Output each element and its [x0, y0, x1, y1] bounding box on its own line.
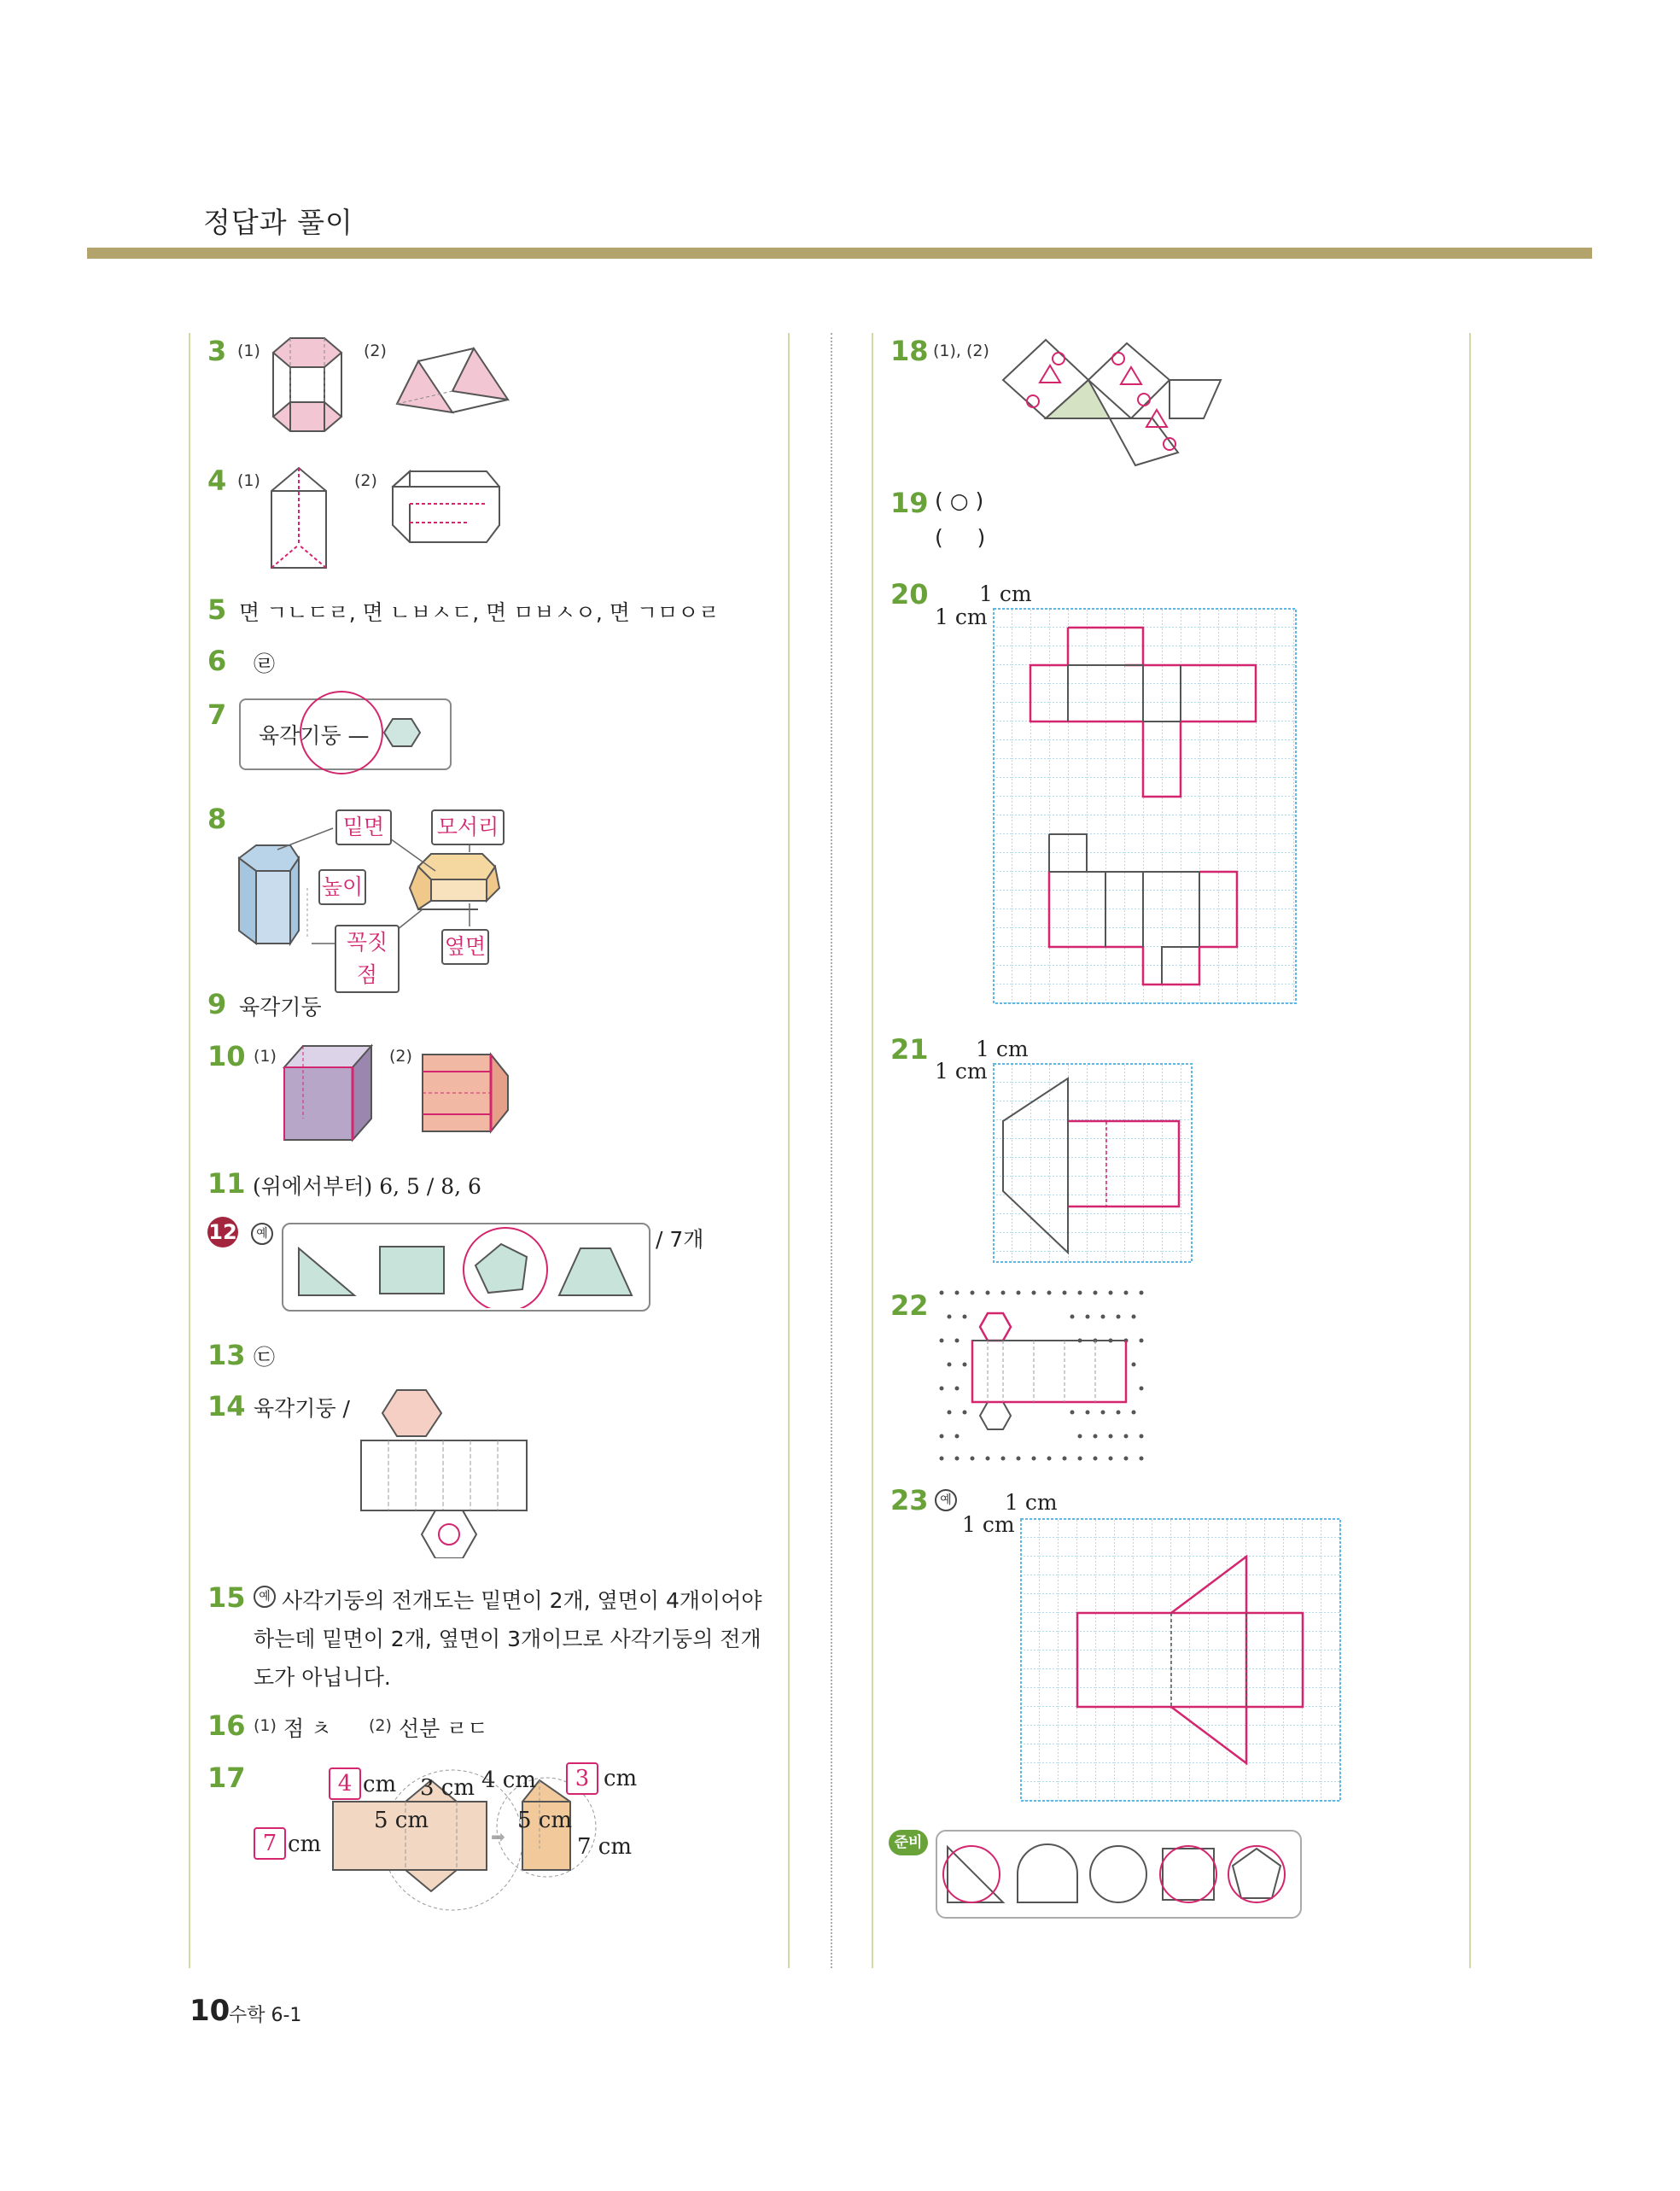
q22-dot-grid-net — [933, 1288, 1160, 1464]
q12-shapes — [286, 1223, 645, 1308]
answer-box: 3 — [566, 1762, 598, 1795]
dimension-label: 7 cm — [577, 1834, 633, 1860]
page-header-title: 정답과 풀이 — [203, 206, 353, 239]
unit-label-left: 1 cm — [962, 1512, 1015, 1537]
answer-text: 선분 ㄹㄷ — [399, 1716, 488, 1741]
question-number: 13 — [207, 1339, 246, 1371]
label-vertex: 꼭짓점 — [335, 925, 400, 993]
prep-badge: 준비 — [889, 1830, 928, 1855]
unit-label-top: 1 cm — [976, 1037, 1029, 1061]
part-label: (1) — [237, 342, 260, 360]
answer-row: ( ○ ) — [935, 488, 984, 513]
right-column-rule-right — [1469, 333, 1471, 1968]
unit-label: cm — [604, 1766, 638, 1791]
answer-line: 사각기둥의 전개도는 밑면이 2개, 옆면이 4개이어야 — [282, 1588, 762, 1613]
book-title: 수학 6-1 — [229, 2005, 302, 2026]
answer-text: 점 ㅊ — [283, 1716, 332, 1741]
svg-text:➡: ➡ — [491, 1826, 505, 1847]
label-base: 밑면 — [335, 809, 392, 845]
answer-line: 하는데 밑면이 2개, 옆면이 3개이므로 사각기둥의 전개 — [254, 1627, 761, 1651]
question-number: 9 — [207, 988, 227, 1020]
q10-prism-figures — [277, 1037, 534, 1144]
q21-grid-net — [993, 1063, 1194, 1265]
q3-prism-figures — [256, 331, 529, 442]
part-label: (2) — [364, 342, 387, 360]
answer-text: ㉢ — [254, 1345, 276, 1370]
label-side: 옆면 — [441, 929, 489, 965]
q7-hexagon-figure — [299, 690, 452, 775]
question-number: 15 — [207, 1581, 246, 1614]
q20-grid-nets — [993, 608, 1298, 1006]
example-mark: 예 — [254, 1586, 276, 1608]
right-column-rule — [872, 333, 873, 1968]
question-number: 20 — [890, 578, 929, 611]
answer-text: (위에서부터) 6, 5 / 8, 6 — [253, 1174, 481, 1199]
part-label: (1) — [254, 1047, 277, 1066]
label-edge: 모서리 — [431, 809, 505, 845]
question-number: 14 — [207, 1390, 246, 1423]
question-number: 21 — [890, 1033, 929, 1066]
unit-label-left: 1 cm — [935, 1059, 988, 1084]
unit-label: cm — [363, 1772, 397, 1797]
part-label: (1) — [254, 1716, 277, 1735]
unit-label-top: 1 cm — [979, 581, 1032, 606]
question-number: 4 — [207, 464, 227, 497]
unit-label-top: 1 cm — [1005, 1490, 1058, 1515]
part-label: (2) — [369, 1716, 392, 1735]
answer-text: 면 ㄱㄴㄷㄹ, 면 ㄴㅂㅅㄷ, 면 ㅁㅂㅅㅇ, 면 ㄱㅁㅇㄹ — [239, 600, 720, 625]
question-number: 6 — [207, 645, 227, 677]
question-number: 3 — [207, 335, 227, 367]
unit-label-left: 1 cm — [935, 605, 988, 629]
answer-text: ㉣ — [254, 651, 276, 676]
question-number-badge: 12 — [207, 1217, 238, 1247]
answer-text: / 7개 — [656, 1227, 704, 1252]
question-number: 10 — [207, 1040, 246, 1072]
dimension-label: 3 cm — [420, 1775, 475, 1801]
question-number: 22 — [890, 1289, 929, 1322]
answer-text: 육각기둥 — [239, 995, 322, 1020]
answer-row: ( ) — [935, 525, 986, 550]
answer-text: 육각기둥 / — [254, 1396, 350, 1421]
q23-grid-net — [1020, 1518, 1343, 1803]
q4-prism-figures — [265, 461, 512, 572]
left-column-rule-right — [788, 333, 790, 1968]
prep-shapes — [939, 1830, 1298, 1915]
question-number: 5 — [207, 593, 227, 626]
center-divider — [831, 333, 832, 1968]
question-number: 8 — [207, 803, 227, 835]
example-mark: 예 — [251, 1223, 273, 1245]
part-label: (1) — [237, 471, 260, 490]
example-mark: 예 — [935, 1489, 957, 1511]
question-number: 11 — [207, 1167, 246, 1200]
dimension-label: 5 cm — [517, 1808, 573, 1833]
question-number: 17 — [207, 1762, 246, 1794]
dimension-label: 4 cm — [481, 1767, 537, 1793]
answer-box: 7 — [254, 1827, 286, 1860]
label-height: 높이 — [318, 869, 366, 905]
answer-box: 4 — [329, 1767, 361, 1800]
answer-line: 도가 아닙니다. — [254, 1665, 391, 1690]
answer-text: 육각기둥 — — [259, 723, 370, 748]
question-number: 16 — [207, 1709, 246, 1742]
header-rule — [87, 248, 1592, 259]
question-number: 19 — [890, 487, 929, 519]
question-number: 7 — [207, 698, 227, 731]
question-number: 23 — [890, 1484, 929, 1516]
part-label: (2) — [389, 1047, 412, 1066]
page-number: 10 — [190, 1994, 230, 2028]
q18-net-diagram — [999, 333, 1229, 470]
question-number: 18 — [890, 335, 929, 367]
unit-label: cm — [288, 1832, 322, 1857]
part-label: (1), (2) — [933, 342, 989, 360]
q14-hexagonal-prism-net — [359, 1388, 529, 1558]
left-column-rule — [189, 333, 190, 1968]
part-label: (2) — [354, 471, 377, 490]
dimension-label: 5 cm — [374, 1808, 429, 1833]
